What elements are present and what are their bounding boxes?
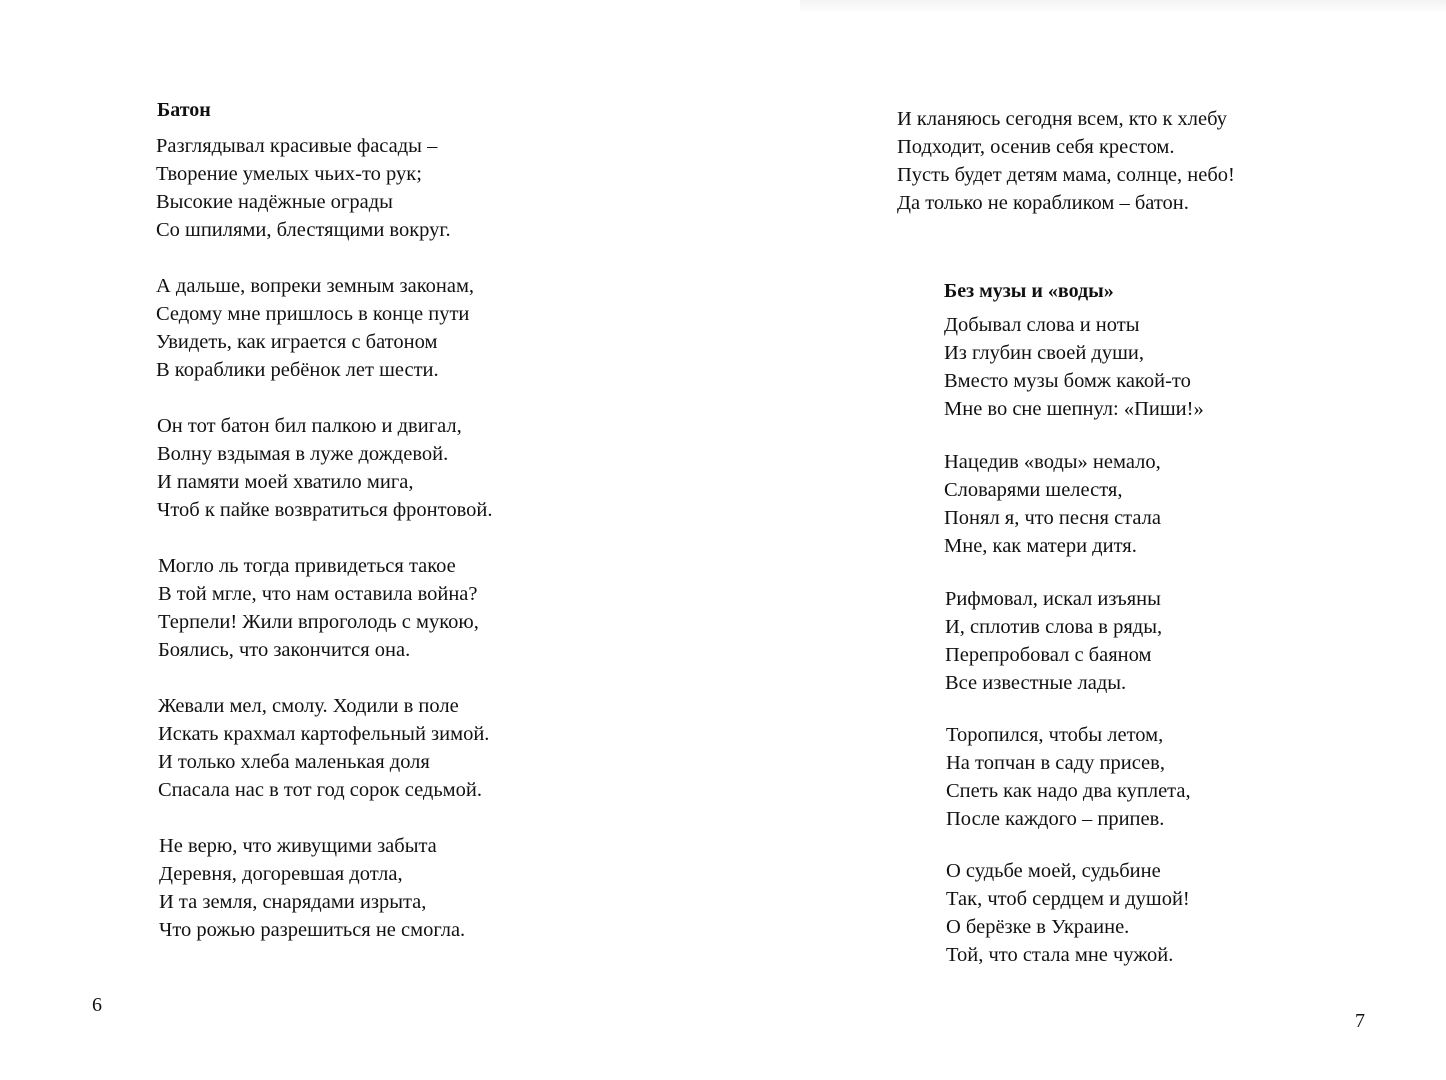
- verse-line: Нацедив «воды» немало,: [944, 451, 1161, 473]
- stanza-continuation: [897, 105, 1235, 217]
- verse-line: Спасала нас в тот год сорок седьмой.: [158, 779, 482, 801]
- verse-line: На топчан в саду присев,: [946, 752, 1165, 774]
- verse-line: И, сплотив слова в ряды,: [945, 616, 1163, 638]
- stanza: [945, 585, 1162, 697]
- verse-line: Понял я, что песня стала: [944, 507, 1161, 529]
- verse-line: Со шпилями, блестящими вокруг.: [156, 219, 451, 241]
- verse-line: Все известные лады.: [945, 672, 1127, 694]
- stanza: [159, 832, 465, 944]
- verse-line: Торопился, чтобы летом,: [946, 724, 1164, 746]
- verse-line: Да только не корабликом – батон.: [897, 192, 1189, 214]
- verse-line: Так, чтоб сердцем и душой!: [946, 888, 1190, 910]
- verse-line: Рифмовал, искал изъяны: [945, 588, 1161, 610]
- stanza: [156, 272, 474, 384]
- verse-line: И кланяюсь сегодня всем, кто к хлебу: [897, 108, 1228, 130]
- verse-line: Искать крахмал картофельный зимой.: [158, 723, 490, 745]
- stanza: [158, 552, 479, 664]
- page-number: 6: [92, 994, 102, 1016]
- stanza: [944, 311, 1204, 423]
- verse-line: О берёзке в Украине.: [946, 916, 1130, 938]
- right-page: [723, 0, 1446, 1080]
- verse-line: В кораблики ребёнок лет шести.: [156, 359, 439, 381]
- verse-line: О судьбе моей, судьбине: [946, 860, 1161, 882]
- verse-line: Добывал слова и ноты: [944, 314, 1140, 336]
- verse-line: И памяти моей хватило мига,: [157, 471, 414, 493]
- verse-line: После каждого – припев.: [946, 808, 1165, 830]
- stanza: [946, 721, 1191, 833]
- verse-line: Из глубин своей души,: [944, 342, 1144, 364]
- verse-line: Мне во сне шепнул: «Пиши!»: [944, 398, 1204, 420]
- verse-line: А дальше, вопреки земным законам,: [156, 275, 475, 297]
- verse-line: Он тот батон бил палкою и двигал,: [157, 415, 462, 437]
- stanza: [158, 692, 489, 804]
- verse-line: В той мгле, что нам оставила война?: [158, 583, 478, 605]
- page-number: 7: [1355, 1010, 1365, 1032]
- verse-line: Той, что стала мне чужой.: [946, 944, 1174, 966]
- poem-title-bez-muzy: Без музы и «воды»: [944, 280, 1114, 302]
- stanza: [157, 412, 492, 524]
- verse-line: Творение умелых чьих-то рук;: [156, 163, 422, 185]
- verse-line: Могло ль тогда привидеться такое: [158, 555, 456, 577]
- verse-line: Подходит, осенив себя крестом.: [897, 136, 1175, 158]
- verse-line: Чтоб к пайке возвратиться фронтовой.: [157, 499, 493, 521]
- verse-line: Высокие надёжные ограды: [156, 191, 393, 213]
- verse-line: И та земля, снарядами изрыта,: [159, 891, 427, 913]
- verse-line: Деревня, догоревшая дотла,: [159, 863, 403, 885]
- verse-line: Не верю, что живущими забыта: [159, 835, 437, 857]
- verse-line: Пусть будет детям мама, солнце, небо!: [897, 164, 1235, 186]
- verse-line: И только хлеба маленькая доля: [158, 751, 430, 773]
- poem-title-baton: Батон: [157, 99, 211, 121]
- verse-line: Увидеть, как играется с батоном: [156, 331, 438, 353]
- stanza: [944, 448, 1161, 560]
- verse-line: Перепробовал с баяном: [945, 644, 1152, 666]
- verse-line: Словарями шелестя,: [944, 479, 1123, 501]
- verse-line: Вместо музы бомж какой-то: [944, 370, 1191, 392]
- verse-line: Мне, как матери дитя.: [944, 535, 1137, 557]
- stanza: [156, 132, 451, 244]
- verse-line: Спеть как надо два куплета,: [946, 780, 1191, 802]
- verse-line: Боялись, что закончится она.: [158, 639, 411, 661]
- verse-line: Жевали мел, смолу. Ходили в поле: [158, 695, 459, 717]
- verse-line: Терпели! Жили впроголодь с мукою,: [158, 611, 479, 633]
- verse-line: Разглядывал красивые фасады –: [156, 135, 438, 157]
- verse-line: Что рожью разрешиться не смогла.: [159, 919, 466, 941]
- verse-line: Седому мне пришлось в конце пути: [156, 303, 470, 325]
- verse-line: Волну вздымая в луже дождевой.: [157, 443, 449, 465]
- stanza: [946, 857, 1190, 969]
